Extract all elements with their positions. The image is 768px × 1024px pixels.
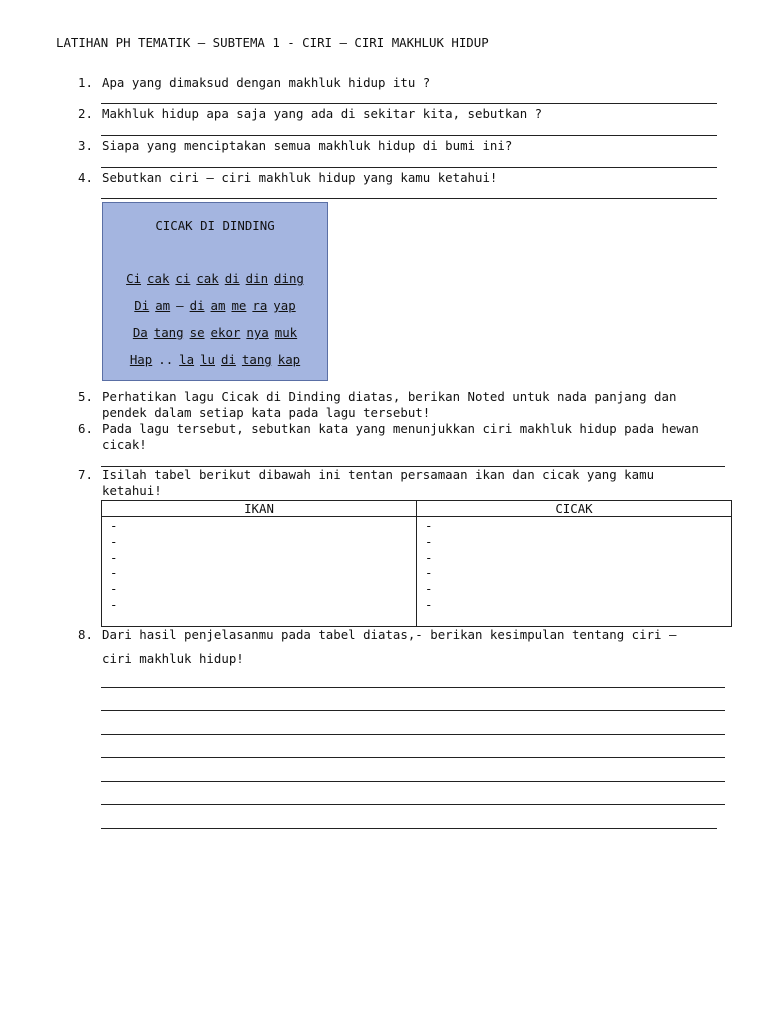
question-text: Perhatikan lagu Cicak di Dinding diatas, berikan Noted untuk nada panjang dan pendek dalam setiap kata pada lagu tersebut! [102, 389, 677, 420]
answer-line[interactable] [101, 167, 717, 168]
question-text: Isilah tabel berikut dibawah ini tentan persamaan ikan dan cicak yang kamu ketahui! [102, 467, 655, 498]
list-item: - [110, 518, 118, 533]
comparison-table [101, 500, 732, 627]
song-syllable: Hap [129, 352, 153, 367]
list-item: - [425, 533, 433, 549]
song-box [102, 202, 328, 381]
song-syllable: Da [132, 325, 148, 340]
question-number: 5. [78, 389, 93, 404]
song-syllable: di [189, 298, 205, 313]
song-syllable: – [176, 298, 184, 313]
question-number: 2. [78, 106, 93, 121]
song-line-2 [103, 298, 327, 314]
song-syllable: am [210, 298, 226, 313]
song-syllable: cak [147, 271, 170, 286]
answer-line[interactable] [101, 710, 725, 711]
answer-line[interactable] [101, 687, 725, 688]
question-text: Dari hasil penjelasanmu pada tabel diatas,- berikan kesimpulan tentang ciri – [102, 627, 677, 642]
question-text: Pada lagu tersebut, sebutkan kata yang menunjukkan ciri makhluk hidup pada hewan cicak! [102, 421, 699, 452]
song-syllable: ding [274, 271, 304, 286]
question-text: Siapa yang menciptakan semua makhluk hidup di bumi ini? [102, 138, 513, 153]
list-item: - [110, 533, 118, 549]
cicak-column[interactable] [417, 517, 732, 627]
song-title: CICAK DI DINDING [155, 218, 275, 233]
list-item: - [425, 565, 433, 581]
answer-line[interactable] [101, 198, 717, 199]
question-text: Apa yang dimaksud dengan makhluk hidup itu ? [102, 75, 431, 90]
question-text: Sebutkan ciri – ciri makhluk hidup yang kamu ketahui! [102, 170, 498, 185]
list-item: - [425, 596, 433, 612]
song-syllable: Ci [126, 271, 142, 286]
table-header-cicak: CICAK [417, 501, 732, 517]
answer-line[interactable] [101, 804, 725, 805]
ikan-column[interactable] [102, 517, 417, 627]
song-syllable: .. [158, 352, 174, 367]
song-syllable: din [245, 271, 269, 286]
answer-line[interactable] [101, 103, 717, 104]
page-title: LATIHAN PH TEMATIK – SUBTEMA 1 - CIRI – CIRI MAKHLUK HIDUP [56, 35, 489, 50]
song-syllable: cak [196, 271, 219, 286]
list-item: - [425, 581, 433, 597]
list-item: - [425, 549, 433, 565]
question-number: 6. [78, 421, 93, 436]
song-syllable: ekor [210, 325, 241, 340]
song-syllable: lu [200, 352, 215, 367]
list-item: - [425, 518, 433, 533]
song-syllable: me [231, 298, 247, 313]
question-number: 1. [78, 75, 93, 90]
list-item: - [110, 565, 118, 581]
song-line-3 [103, 325, 327, 341]
song-syllable: ci [175, 271, 191, 286]
song-syllable: Di [134, 298, 150, 313]
answer-line[interactable] [101, 734, 725, 735]
song-syllable: am [155, 298, 171, 313]
list-item: - [110, 549, 118, 565]
song-line-4 [103, 352, 327, 368]
song-syllable: yap [273, 298, 296, 313]
question-text: Makhluk hidup apa saja yang ada di sekitar kita, sebutkan ? [102, 106, 543, 121]
song-syllable: kap [277, 352, 301, 367]
song-syllable: tang [241, 352, 272, 367]
song-syllable: di [221, 352, 236, 367]
question-number: 7. [78, 467, 93, 482]
song-syllable: muk [274, 325, 298, 340]
list-item: - [110, 596, 118, 612]
song-line-1 [103, 271, 327, 287]
question-number: 8. [78, 627, 93, 642]
song-syllable: di [224, 271, 240, 286]
song-syllable: tang [153, 325, 184, 340]
question-number: 3. [78, 138, 93, 153]
answer-line[interactable] [101, 757, 725, 758]
song-syllable: se [189, 325, 205, 340]
song-syllable: la [179, 352, 195, 367]
answer-line[interactable] [101, 828, 717, 829]
table-header-ikan: IKAN [102, 501, 417, 517]
song-syllable: ra [252, 298, 268, 313]
answer-line[interactable] [101, 781, 725, 782]
question-number: 4. [78, 170, 93, 185]
list-item: - [110, 581, 118, 597]
song-syllable: nya [246, 325, 269, 340]
answer-line[interactable] [101, 135, 717, 136]
question-text: ciri makhluk hidup! [102, 651, 244, 666]
